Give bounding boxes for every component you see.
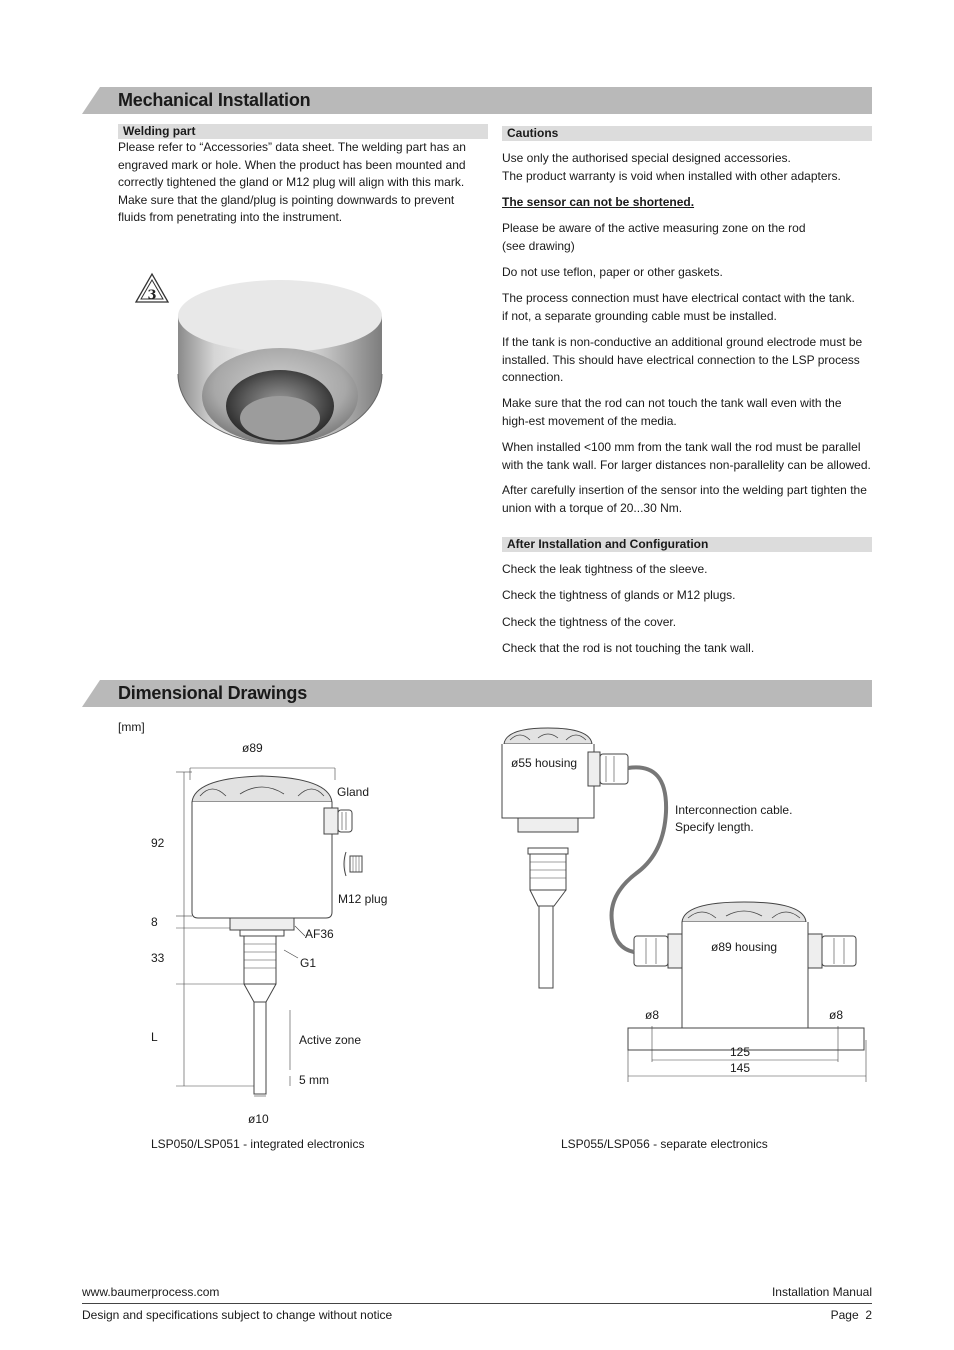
- after-installation-heading: After Installation and Configuration: [502, 537, 872, 552]
- cautions-p7: When installed <100 mm from the tank wall the rod must be parallel with the tank wall. For larger distances non-parallelity can be allowed.: [502, 440, 871, 472]
- dimensional-drawings-header: [82, 680, 872, 707]
- dim-d8-left: ø8: [645, 1008, 660, 1022]
- cautions-p2-line1: Please be aware of the active measuring zone on the rod: [502, 221, 806, 235]
- left-caption: LSP050/LSP051 - integrated electronics: [151, 1137, 365, 1151]
- dim-d8-right: ø8: [829, 1008, 844, 1022]
- g1-label: G1: [300, 956, 317, 970]
- gland-label: Gland: [337, 785, 370, 799]
- interconnection-cable: [612, 767, 667, 952]
- welding-part-text: Please refer to “Accessories” data sheet. The welding part has an engraved mark or hole. When the product has been mounted and correctly tightened the gland or M12 plug will align with this mark. Make sure that the gland/plug is pointing downwards to prevent fluids from penetrating into the instrument.: [118, 140, 466, 224]
- cautions-p8: After carefully insertion of the sensor into the welding part tighten the union with a torque of 20...30 Nm.: [502, 483, 867, 515]
- welding-part-heading: Welding part: [118, 124, 488, 139]
- cautions-p3: Do not use teflon, paper or other gaskets.: [502, 265, 723, 279]
- dim-125: 125: [730, 1045, 751, 1059]
- after-item: Check the leak tightness of the sleeve.: [502, 562, 708, 576]
- dim-d10: ø10: [248, 1112, 269, 1126]
- cable-label-line2: Specify length.: [675, 820, 754, 834]
- unit-label: [mm]: [118, 720, 145, 734]
- cautions-p6: Make sure that the rod can not touch the tank wall even with the high-est movement of the media.: [502, 396, 842, 428]
- dim-d89: ø89: [242, 741, 263, 755]
- cautions-p4-line2: if not, a separate grounding cable must be installed.: [502, 309, 777, 323]
- cautions-p1-line2: The product warranty is void when installed with other adapters.: [502, 169, 841, 183]
- dim-92: 92: [151, 836, 165, 850]
- cautions-p2-line2: (see drawing): [502, 239, 575, 253]
- cautions-p1-line1: Use only the authorised special designed accessories.: [502, 151, 791, 165]
- right-caption: LSP055/LSP056 - separate electronics: [561, 1137, 768, 1151]
- footer-doc-title: Installation Manual: [771, 1285, 872, 1299]
- dim-5mm: 5 mm: [299, 1073, 329, 1087]
- after-item: Check that the rod is not touching the tank wall.: [502, 641, 755, 655]
- footer-divider: [82, 1303, 872, 1304]
- m12-plug-label: M12 plug: [338, 892, 388, 906]
- cable-label-line1: Interconnection cable.: [675, 803, 793, 817]
- h89-label: ø89 housing: [711, 940, 778, 954]
- section-title: Dimensional Drawings: [118, 683, 308, 703]
- after-item: Check the tightness of glands or M12 plugs.: [502, 588, 736, 602]
- dim-8: 8: [151, 915, 158, 929]
- dim-145: 145: [730, 1061, 751, 1075]
- page-number: Page 2: [830, 1308, 872, 1322]
- welding-part-image: [176, 256, 384, 452]
- af36-label: AF36: [305, 927, 334, 941]
- after-item: Check the tightness of the cover.: [502, 615, 677, 629]
- footer-disclaimer: Design and specifications subject to change without notice: [82, 1308, 393, 1322]
- mechanical-installation-header: [82, 87, 872, 114]
- warning-symbol-icon: [134, 272, 170, 304]
- footer-url[interactable]: www.baumerprocess.com: [82, 1285, 220, 1299]
- cautions-p4-line1: The process connection must have electrical contact with the tank.: [502, 291, 855, 305]
- dim-33: 33: [151, 951, 165, 965]
- svg-text:3: 3: [147, 288, 157, 303]
- cautions-p5: If the tank is non-conductive an additional ground electrode must be installed. This should have electrical connection to the LSP process connection.: [502, 335, 863, 384]
- cautions-warning: The sensor can not be shortened.: [502, 195, 695, 209]
- cautions-heading: Cautions: [502, 126, 872, 141]
- section-title: Mechanical Installation: [118, 90, 311, 110]
- active-zone-label: Active zone: [299, 1033, 362, 1047]
- dim-L: L: [151, 1030, 158, 1044]
- lsp055-drawing: [498, 722, 872, 1084]
- h55-label: ø55 housing: [511, 756, 578, 770]
